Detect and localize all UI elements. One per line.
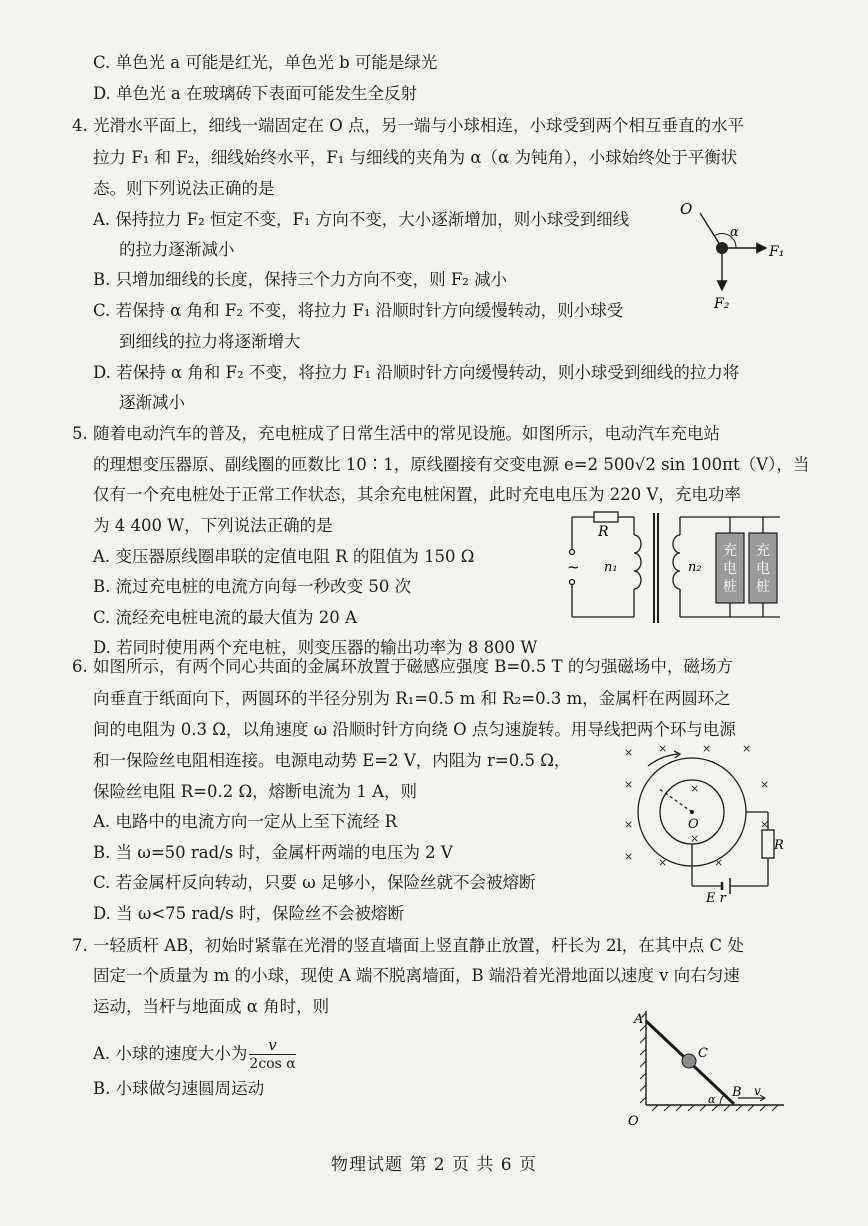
label-Er: E r [706, 891, 726, 906]
q4-stem-line1: 4. 光滑水平面上，细线一端固定在 O 点，另一端与小球相连，小球受到两个相互垂直的水平 [72, 116, 745, 135]
q6-option-b: B. 当 ω=50 rad/s 时，金属杆两端的电压为 2 V [93, 843, 453, 862]
q5-stem-line2: 的理想变压器原、副线圈的匝数比 10∶1，原线圈接有交变电源 e=2 500√2 sin 100πt（V），当 [93, 455, 810, 474]
fraction-numerator: v [249, 1036, 295, 1055]
q3-option-d: D. 单色光 a 在玻璃砖下表面可能发生全反射 [93, 84, 417, 103]
alpha-arc [720, 1095, 724, 1105]
label-C: C [698, 1046, 708, 1061]
q5-option-a: A. 变压器原线圈串联的定值电阻 R 的阻值为 150 Ω [93, 547, 475, 566]
label-O: O [688, 817, 699, 832]
field-cross: × [624, 778, 634, 791]
q4-force-diagram [670, 196, 800, 321]
ball-C [682, 1054, 696, 1068]
fraction-denominator: 2cos α [249, 1056, 296, 1072]
q6-option-c: C. 若金属杆反向转动，只要 ω 足够小，保险丝就不会被熔断 [93, 873, 536, 892]
field-cross: × [702, 742, 712, 755]
q6-option-d: D. 当 ω<75 rad/s 时，保险丝不会被熔断 [93, 904, 404, 923]
q6-stem-line4: 和一保险丝电阻相连接。电源电动势 E=2 V，内阻为 r=0.5 Ω， [93, 751, 571, 770]
q5-stem-line3: 仅有一个充电桩处于正常工作状态，其余充电桩闲置，此时充电电压为 220 V，充电功率 [93, 485, 741, 504]
field-cross: × [624, 818, 634, 831]
label-O: O [628, 1114, 639, 1129]
q4-option-c: C. 若保持 α 角和 F₂ 不变，将拉力 F₁ 沿顺时针方向缓慢转动，则小球受 [93, 301, 624, 320]
ball [716, 242, 728, 254]
field-cross: × [690, 782, 700, 795]
label-alpha: α [730, 225, 739, 240]
ac-source-symbol: ~ [567, 558, 580, 576]
q5-stem-line1: 5. 随着电动汽车的普及，充电桩成了日常生活中的常见设施。如图所示，电动汽车充电站 [72, 424, 720, 443]
q4-option-a: A. 保持拉力 F₂ 恒定不变，F₁ 方向不变，大小逐渐增加，则小球受到细线 [93, 210, 630, 229]
field-cross: × [624, 746, 634, 759]
label-v: v [754, 1084, 761, 1098]
q6-stem-line2: 向垂直于纸面向下，两圆环的半径分别为 R₁=0.5 m 和 R₂=0.3 m，金属杆在两圆环之 [93, 689, 731, 708]
label-B: B [732, 1085, 742, 1100]
field-cross: × [714, 856, 724, 869]
q7-option-a-text: A. 小球的速度大小为 [93, 1044, 248, 1063]
q5-option-c: C. 流经充电桩电流的最大值为 20 A [93, 608, 357, 627]
q4-option-d-cont: 逐渐减小 [119, 393, 185, 412]
label-alpha: α [708, 1093, 716, 1106]
label-F2: F₂ [714, 296, 730, 312]
label-n2: n₂ [688, 560, 702, 575]
fuse-resistor [762, 830, 774, 858]
q5-transformer-circuit [558, 505, 788, 630]
label-O: O [680, 200, 693, 218]
q6-stem-line3: 间的电阻为 0.3 Ω，以角速度 ω 沿顺时针方向绕 O 点匀速旋转。用导线把两个环与电源 [93, 720, 736, 739]
rotation-arc [648, 754, 678, 766]
q7-stem-line3: 运动，当杆与地面成 α 角时，则 [93, 997, 330, 1016]
q4-option-c-cont: 到细线的拉力将逐渐增大 [119, 332, 301, 351]
pile-label-2: 充电桩 [756, 543, 770, 595]
field-cross: × [760, 778, 770, 791]
q6-option-a: A. 电路中的电流方向一定从上至下流经 R [93, 812, 398, 831]
field-cross: × [658, 742, 668, 755]
q7-rod-diagram [622, 1005, 792, 1130]
q4-option-d: D. 若保持 α 角和 F₂ 不变，将拉力 F₁ 沿顺时针方向缓慢转动，则小球受到细线的拉力将 [93, 363, 740, 382]
string-line [700, 213, 722, 248]
metal-rod [658, 788, 692, 812]
label-R: R [774, 838, 784, 853]
q6-stem-line1: 6. 如图所示，有两个同心共面的金属环放置于磁感应强度 B=0.5 T 的匀强磁场中，磁场方 [72, 657, 733, 676]
label-F1: F₁ [769, 244, 785, 260]
q7-option-a [93, 1036, 296, 1073]
q6-stem-line5: 保险丝电阻 R=0.2 Ω，熔断电流为 1 A，则 [93, 782, 418, 801]
field-cross: × [690, 832, 700, 845]
q6-ring-circuit [618, 742, 788, 907]
field-cross: × [742, 742, 752, 755]
q4-option-b: B. 只增加细线的长度，保持三个力方向不变，则 F₂ 减小 [93, 270, 508, 289]
page-footer: 物理试题 第 2 页 共 6 页 [330, 1155, 538, 1175]
q4-stem-line3: 态。则下列说法正确的是 [93, 179, 275, 198]
q7-option-b: B. 小球做匀速圆周运动 [93, 1079, 265, 1098]
q5-stem-line4: 为 4 400 W，下列说法正确的是 [93, 516, 333, 535]
label-R: R [598, 524, 609, 540]
pile-label-1: 充电桩 [723, 543, 737, 595]
field-cross: × [624, 850, 634, 863]
q4-stem-line2: 拉力 F₁ 和 F₂，细线始终水平，F₁ 与细线的夹角为 α（α 为钝角），小球始终处于平衡状 [93, 148, 738, 167]
q3-option-c: C. 单色光 a 可能是红光，单色光 b 可能是绿光 [93, 53, 438, 72]
field-cross: × [658, 856, 668, 869]
field-cross: × [760, 818, 770, 831]
q4-option-a-cont: 的拉力逐渐减小 [119, 240, 235, 259]
q7-option-a-fraction [249, 1036, 295, 1073]
q7-stem-line1: 7. 一轻质杆 AB，初始时紧靠在光滑的竖直墙面上竖直静止放置，杆长为 2l，在其中点 C 处 [72, 936, 744, 955]
label-n1: n₁ [604, 560, 618, 575]
q5-option-b: B. 流过充电桩的电流方向每一秒改变 50 次 [93, 577, 412, 596]
q5-option-d: D. 若同时使用两个充电桩，则变压器的输出功率为 8 800 W [93, 638, 538, 657]
q7-stem-line2: 固定一个质量为 m 的小球，现使 A 端不脱离墙面，B 端沿着光滑地面以速度 v 向右匀速 [93, 966, 740, 985]
label-A: A [634, 1012, 644, 1027]
